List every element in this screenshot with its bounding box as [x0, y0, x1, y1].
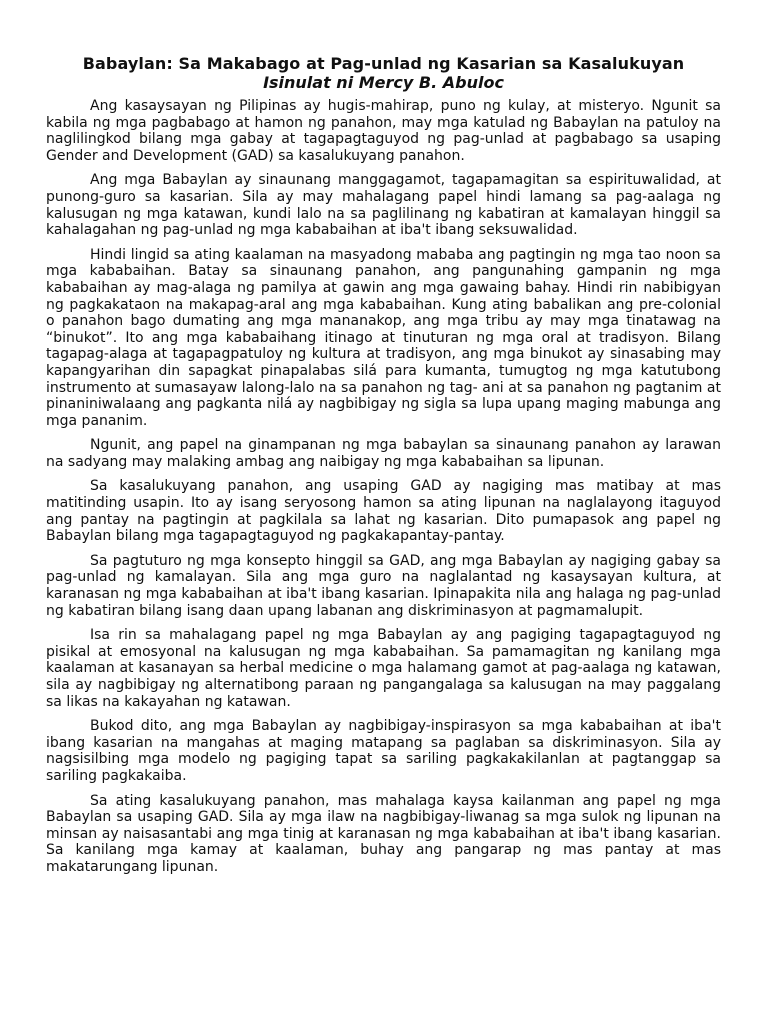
- paragraph-1: Ang kasaysayan ng Pilipinas ay hugis-mahirap, puno ng kulay, at misteryo. Ngunit sa kabila ng mga pagbabago at hamon ng panahon, may mga katulad ng Babaylan na patuloy na naglilingkod bilang mga gabay at tagapagtaguyod ng pag-unlad at pagbabago sa usaping Gender and Development (GAD) sa kasalukuyang panahon.: [46, 98, 721, 164]
- document-title: Babaylan: Sa Makabago at Pag-unlad ng Kasarian sa Kasalukuyan: [82, 54, 685, 73]
- author-line: Isinulat ni Mercy B. Abuloc: [263, 73, 504, 92]
- paragraph-6: Sa pagtuturo ng mga konsepto hinggil sa GAD, ang mga Babaylan ay nagiging gabay sa pag-unlad ng kamalayan. Sila ang mga guro na naglalantad ng kasaysayan kultura, at karanasan ng mga kababaihan at iba't ibang kasarian. Ipinapakita nila ang halaga ng pag-unlad ng kabatiran bilang isang daan upang labanan ang diskriminasyon at pagmamalupit.: [46, 552, 721, 619]
- paragraph-4: Ngunit, ang papel na ginampanan ng mga babaylan sa sinaunang panahon ay larawan na sadyang may malaking ambag ang naibigay ng mga kababaihan sa lipunan.: [46, 437, 721, 470]
- paragraph-2: Ang mga Babaylan ay sinaunang manggagamot, tagapamagitan sa espirituwalidad, at punong-guro sa kasarian. Sila ay may mahalagang papel hindi lamang sa pag-aalaga ng kalusugan ng mga katawan, kundi lalo na sa paglilinang ng kabatiran at kamalayan hinggil sa kahalagahan ng pag-unlad ng mga kababaihan at iba't ibang seksuwalidad.: [46, 172, 721, 239]
- document-page: [46, 54, 721, 884]
- paragraph-9: Sa ating kasalukuyang panahon, mas mahalaga kaysa kailanman ang papel ng mga Babaylan sa usaping GAD. Sila ay mga ilaw na nagbibigay-liwanag sa mga sulok ng lipunan na minsan ay naisasantabi ang mga tinig at karanasan ng mga kababaihan at iba't ibang kasarian. Sa kanilang mga kamay at kaalaman, buhay ang pangarap ng mas pantay at mas makatarungang lipunan.: [46, 792, 721, 875]
- paragraph-7: Isa rin sa mahalagang papel ng mga Babaylan ay ang pagiging tagapagtaguyod ng pisikal at emosyonal na kalusugan ng mga kababaihan. Sa pamamagitan ng kanilang mga kaalaman at kasanayan sa herbal medicine o mga halamang gamot at pag-aalaga ng katawan, sila ay nagbibigay ng alternatibong paraan ng pangangalaga sa kalusugan na may paggalang sa likas na kakayahan ng katawan.: [46, 627, 721, 710]
- paragraph-3: Hindi lingid sa ating kaalaman na masyadong mababa ang pagtingin ng mga tao noon sa mga kababaihan. Batay sa sinaunang panahon, ang pangunahing gampanin ng mga kababaihan ay mag-alaga ng pamilya at gawin ang mga gawaing bahay. Hindi rin nabibigyan ng pagkakataon na makapag-aral ang mga kababaihan. Kung ating babalikan ang pre-colonial o panahon bago dumating ang mga mananakop, ang mga tribu ay may mga tinatawag na “binukot”. Ito ang mga kababaihang itinago at tinuturan ng mga oral at tradisyon. Bilang tagapag-alaga at tagapagpatuloy ng kultura at tradisyon, ang mga binukot ay sinasabing may kapangyarihan din sapagkat pinapalabas silá para kumanta, tumugtog ng mga katutubong instrumento at sumasayaw lalong-lalo na sa panahon ng tag- ani at sa panahon ng pagtanim at pinaniniwalaang ang pagkanta nilá ay nagbibigay ng sigla sa lupa upang maging mabunga ang mga pananim.: [46, 246, 721, 429]
- paragraph-5: Sa kasalukuyang panahon, ang usaping GAD ay nagiging mas matibay at mas matitinding usapin. Ito ay isang seryosong hamon sa ating lipunan na naglalayong itaguyod ang pantay na pagtingin at pagkilala sa lahat ng kasarian. Dito pumapasok ang papel ng Babaylan bilang mga tagapagtaguyod ng pagkakapantay-pantay.: [46, 478, 721, 545]
- paragraph-8: Bukod dito, ang mga Babaylan ay nagbibigay-inspirasyon sa mga kababaihan at iba't ibang kasarian na mangahas at maging matapang sa paglaban sa diskriminasyon. Sila ay nagsisilbing mga modelo ng pagiging tapat sa sariling pagkakakilanlan at pagtanggap sa sariling pagkakaiba.: [46, 718, 721, 784]
